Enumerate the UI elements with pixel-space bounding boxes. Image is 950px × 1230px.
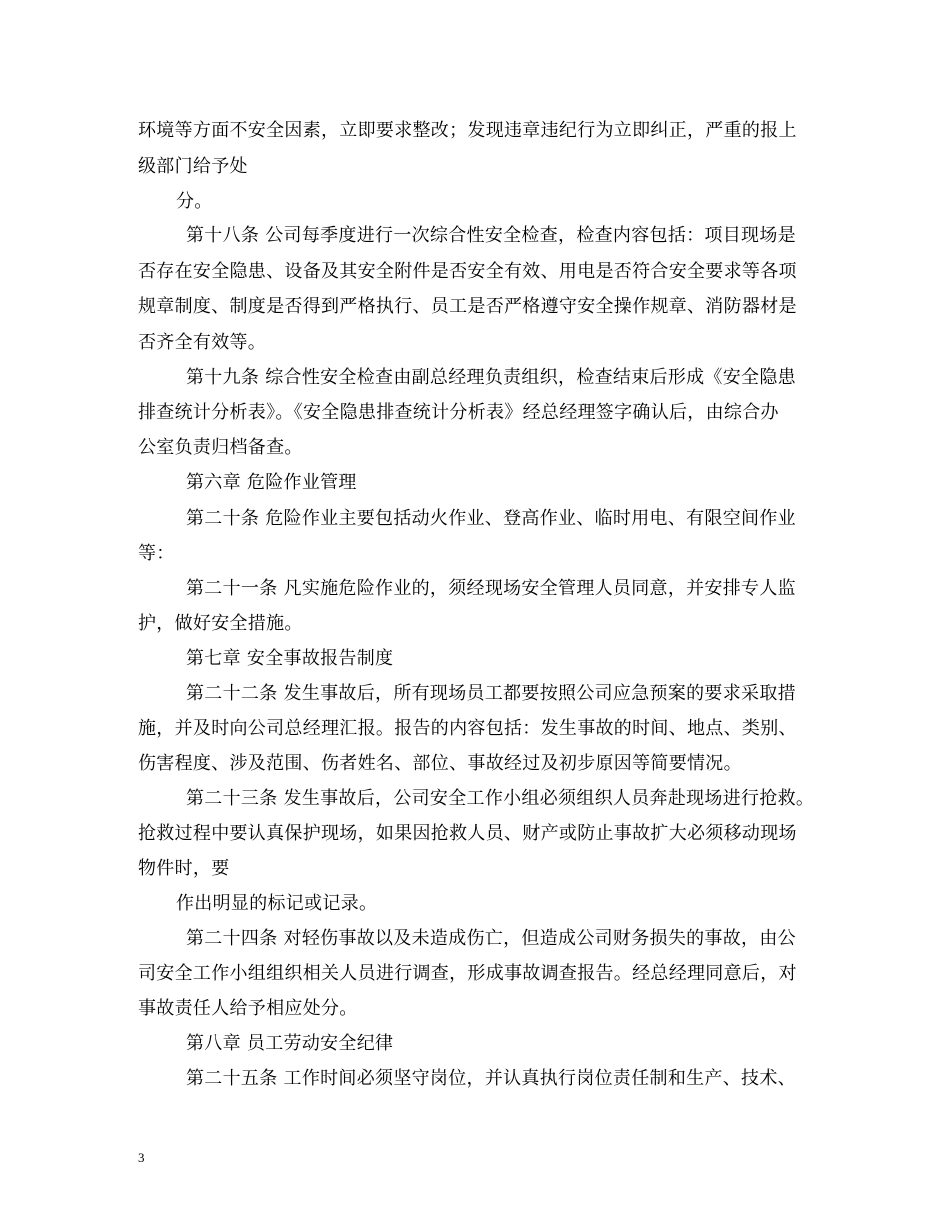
body-line: 环境等方面不安全因素，立即要求整改；发现违章违纪行为立即纠正，严重的报上 xyxy=(138,120,797,141)
body-line: 公室负责归档备查。 xyxy=(138,437,303,458)
article-25-line: 第二十五条 工作时间必须坚守岗位，并认真执行岗位责任制和生产、技术、 xyxy=(186,1068,796,1089)
body-line: 护，做好安全措施。 xyxy=(138,613,303,634)
body-line: 排查统计分析表》。《安全隐患排查统计分析表》经总经理签字确认后，由综合办 xyxy=(138,402,779,423)
body-line: 施，并及时向公司总经理汇报。报告的内容包括：发生事故的时间、地点、类别、 xyxy=(138,718,797,739)
article-19-line: 第十九条 综合性安全检查由副总经理负责组织，检查结束后形成《安全隐患 xyxy=(186,367,796,388)
body-line: 抢救过程中要认真保护现场，如果因抢救人员、财产或防止事故扩大必须移动现场 xyxy=(138,823,797,844)
body-line: 作出明显的标记或记录。 xyxy=(176,893,378,914)
body-line: 伤害程度、涉及范围、伤者姓名、部位、事故经过及初步原因等简要情况。 xyxy=(138,753,742,774)
chapter-6-heading: 第六章 危险作业管理 xyxy=(186,472,357,493)
article-18-line: 第十八条 公司每季度进行一次综合性安全检查，检查内容包括：项目现场是 xyxy=(186,225,796,246)
article-24-line: 第二十四条 对轻伤事故以及未造成伤亡，但造成公司财务损失的事故，由公 xyxy=(186,928,796,949)
page-number: 3 xyxy=(138,1150,145,1165)
body-line: 等： xyxy=(138,543,175,564)
body-line: 事故责任人给予相应处分。 xyxy=(138,998,358,1019)
body-line: 物件时，要 xyxy=(138,858,230,879)
body-line: 级部门给予处 xyxy=(138,156,248,177)
article-21-line: 第二十一条 凡实施危险作业的，须经现场安全管理人员同意，并安排专人监 xyxy=(186,578,796,599)
article-23-line: 第二十三条 发生事故后，公司安全工作小组必须组织人员奔赴现场进行抢救。 xyxy=(186,788,815,809)
chapter-7-heading: 第七章 安全事故报告制度 xyxy=(186,648,394,669)
body-line: 否齐全有效等。 xyxy=(138,332,267,353)
article-20-line: 第二十条 危险作业主要包括动火作业、登高作业、临时用电、有限空间作业 xyxy=(186,508,796,529)
body-line: 司安全工作小组组织相关人员进行调查，形成事故调查报告。经总经理同意后，对 xyxy=(138,963,797,984)
chapter-8-heading: 第八章 员工劳动安全纪律 xyxy=(186,1033,394,1054)
article-22-line: 第二十二条 发生事故后，所有现场员工都要按照公司应急预案的要求采取措 xyxy=(186,683,796,704)
body-line: 规章制度、制度是否得到严格执行、员工是否严格遵守安全操作规章、消防器材是 xyxy=(138,296,797,317)
body-line: 否存在安全隐患、设备及其安全附件是否安全有效、用电是否符合安全要求等各项 xyxy=(138,261,797,282)
body-line: 分。 xyxy=(176,191,213,212)
